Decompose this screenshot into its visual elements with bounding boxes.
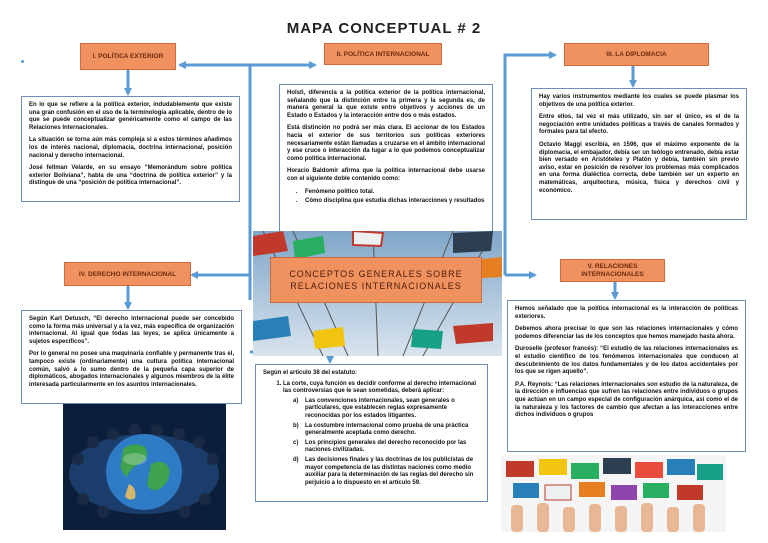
relaciones-internacionales-box: [507, 300, 746, 452]
articulo-subitem: [293, 457, 480, 487]
pi-bullet: • Fenómeno político total.: [305, 189, 485, 197]
ri-paragraph-2: Debemos ahora precisar lo que son las relaciones internacionales y cómo podemos diferenciar las de los conceptos que hemos manejado hasta ahora.: [515, 326, 738, 340]
subitem-text: Las decisiones finales y las doctrinas de los publicistas de mayor competencia de las distintas naciones como medio auxiliar para la determinación de las reglas del derecho sin perjuicio a lo dispuesto en el artículo 59.: [305, 456, 474, 486]
politica-exterior-box: [21, 96, 240, 202]
pe-paragraph-2: La situación se torna aún más compleja si a estos términos añadimos los de interés nacional, diplomacia, doctrina internacional, posición nacional y derecho internacional.: [29, 137, 232, 159]
header-derecho-internacional: IV. DERECHO INTERNACIONAL: [64, 262, 191, 286]
subitem-letter: d): [293, 456, 299, 463]
articulo-item-text: La corte, cuya función es decidir conforme al derecho internacional las controversias que le sean sometidas, deberá aplicar:: [283, 380, 477, 395]
diplomacia-box: [531, 88, 747, 220]
subitem-letter: c): [293, 439, 299, 446]
derecho-internacional-box: [21, 310, 242, 404]
subitem-text: La costumbre internacional como prueba de una práctica generalmente aceptada como derecho.: [305, 422, 469, 437]
globe-image: [63, 404, 226, 530]
flags-image: [253, 231, 502, 356]
articulo-sublist: [283, 398, 480, 488]
header-diplomacia: III. LA DIPLOMACIA: [564, 43, 709, 66]
di-paragraph-2: Entre ellos, tal vez el más utilizado, sin ser el único, es el de la negociación entre unidades políticas a través de canales formados y formales para tal efecto.: [539, 114, 739, 136]
hands-flags-illustration: [501, 455, 726, 532]
subitem-letter: a): [293, 397, 299, 404]
articulo-intro: Según el artículo 38 del estatuto:: [263, 370, 358, 376]
ri-paragraph-1: Hemos señalado que la política internacional es la interacción de políticas exteriores.: [515, 306, 738, 320]
central-concept: CONCEPTOS GENERALES SOBRE RELACIONES INTERNACIONALES: [270, 257, 482, 303]
subitem-text: Los principios generales del derecho reconocido por las naciones civilizadas.: [305, 439, 467, 454]
globe-illustration: [63, 404, 226, 530]
politica-internacional-box: [279, 84, 493, 234]
header-relaciones-internacionales: V. RELACIONES INTERNACIONALES: [560, 259, 665, 282]
pi-bullet: • Cómo disciplina que estudia dichas interacciones y resultados: [305, 198, 485, 206]
pe-paragraph-3: José fellman Velarde, en su ensayo “Memorándum sobre política exterior Boliviana”, habla de una “doctrina de política exterior” y la distingue de una “posición de política internacional”.: [29, 165, 232, 187]
ri-paragraph-3: Duroselle (profesor francés): “El estudio de las relaciones internacionales es el estudio científico de los fenómenos internacionales que conducen al descubrimiento de los datos fundamentales y de los datos accidentales por los que se rigen aquello”.: [515, 346, 738, 376]
ri-paragraph-4: P.A. Reynols: “Las relaciones internacionales son estudio de la naturaleza, de la dirección e influencias que sufren las relaciones entre individuos o grupos que actúan en un campo especial de configuración anárquica, así como el de la naturaleza y los factores de cambio que afectan a las interacciones entre dichos individuos o grupos: [515, 381, 738, 419]
articulo-item: [283, 381, 480, 488]
pi-paragraph-3: Horacio Baldomir afirma que la política internacional debe usarse con el siguiente doble contenido como:: [287, 168, 485, 182]
header-politica-internacional: II. POLÍTICA INTERNACIONAL: [324, 43, 442, 65]
di-paragraph-1: Hay varios instrumentos mediante los cuales se puede plasmar los objetivos de una política exterior.: [539, 94, 739, 108]
articulo-subitem: [293, 423, 480, 438]
subitem-text: Las convenciones internacionales, sean generales o particulares, que establecen reglas expresamente reconocidas por los estados litigantes.: [305, 397, 455, 419]
articulo-38-box: [255, 364, 488, 502]
pi-bullet-list: [287, 189, 485, 206]
subitem-letter: b): [293, 422, 299, 429]
page-title: MAPA CONCEPTUAL # 2: [286, 20, 482, 37]
pi-paragraph-2: Está distinción no podrá ser más clara. El accionar de los Estados hacia el exterior de sus territorios sus políticas exteriores necesariamente están llamadas a cruzarse en el ámbito internacional y ese cruce o interacción da lugar a lo que podemos conceptualizar como política internacional.: [287, 125, 485, 162]
articulo-list: [263, 381, 480, 488]
header-politica-exterior: I. POLÍTICA EXTERIOR: [80, 43, 176, 70]
bullet-dot: [21, 60, 24, 63]
articulo-subitem: [293, 440, 480, 455]
hands-flags-image: [501, 455, 726, 532]
pe-paragraph-1: En lo que se refiere a la política exterior, indudablemente que existe una gran confusión en el uso de la terminología aplicable, dentro de lo que se puede conceptualizar genéricamente como el campo de las Relaciones Internacionales.: [29, 102, 232, 131]
pi-paragraph-1: Holsti, diferencia a la política exterior de la política internacional, señalando que la distinción entre la primera y la segunda es, de manera general la que existe entre objetivos y acciones de un Estado o Estados y la interacción entre dos o más estados.: [287, 90, 485, 119]
de-paragraph-2: Por lo general no posee una maquinaria confiable y permanente tras el, tampoco existe (ordinariamente) una cultura política internacional común, salvó a lo sumo dentro de la pequeña capa superior de diplomáticos, abogados internacionales y algunos miembros de la élite interesada particularmente en los asuntos internacionales.: [29, 351, 234, 388]
articulo-subitem: [293, 398, 480, 421]
de-paragraph-1: Según Karl Detusch, “El derecho internacional puede ser concebido como la forma más universal y a la vez, más específica de organización internacional. Al igual que todas las leyes, se aplica únicamente a sujetos específicos”.: [29, 316, 234, 345]
di-paragraph-3: Octavio Maggi escribía, en 1596, que el máximo exponente de la diplomacia, el embajador, debía ser un teólogo entrenado, debía estar bien versado en Aristóteles y Platón y debía, también sin previo aviso, estar en posición de resolver los problemas más complicados en una forma dialéctica correcta, debe también ser un experto en matemáticas, arquitectura, música, física y derechos civil y económico.: [539, 141, 739, 194]
